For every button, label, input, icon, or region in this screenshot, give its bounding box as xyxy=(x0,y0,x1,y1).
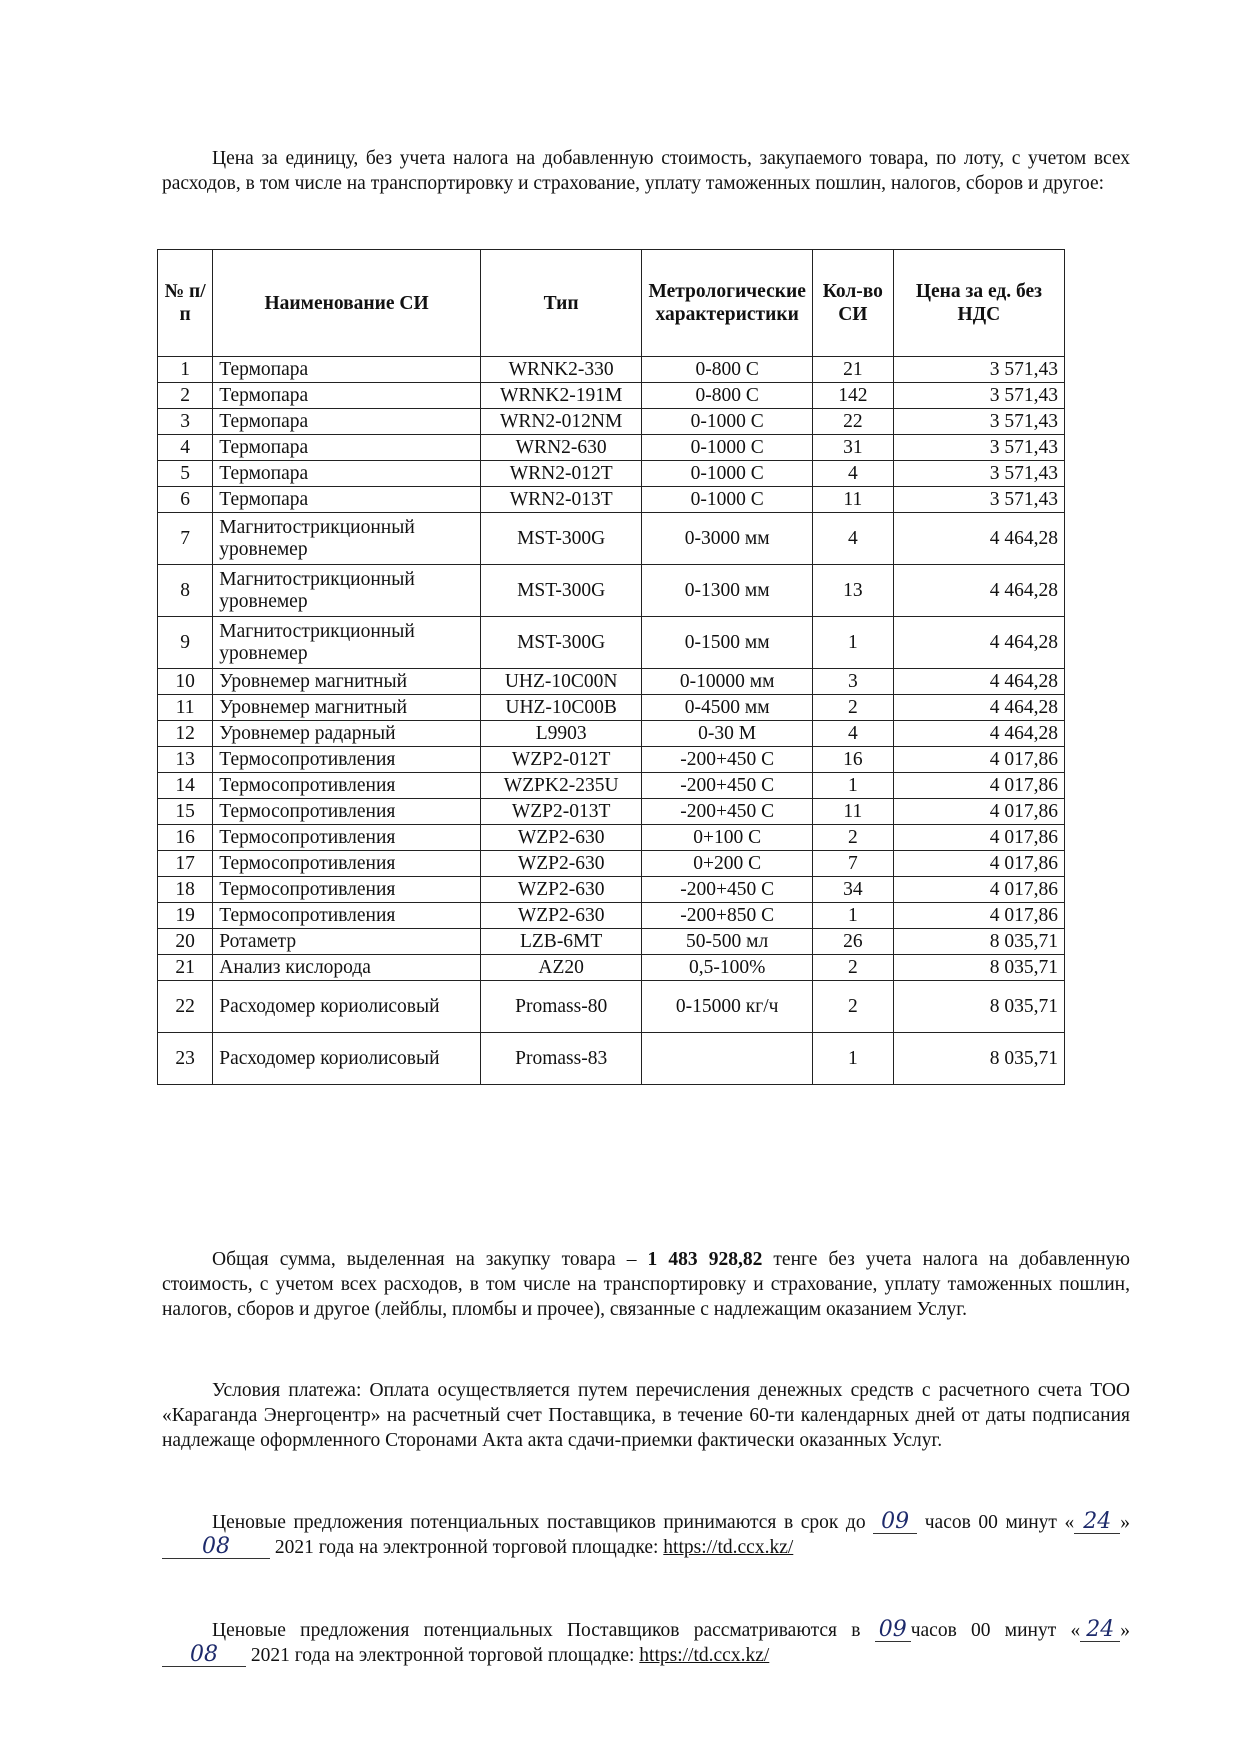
cell-type: AZ20 xyxy=(480,955,642,981)
review-hour-handwritten: 09 xyxy=(875,1619,911,1642)
receive-text-mid3: 2021 года на электронной торговой площадке: xyxy=(270,1537,664,1558)
cell-metro: 50-500 мл xyxy=(642,929,812,955)
cell-name: Термосопротивления xyxy=(213,903,481,929)
receive-day-handwritten: 24 xyxy=(1074,1511,1120,1534)
cell-no: 19 xyxy=(158,903,213,929)
receive-month-handwritten: 08 xyxy=(162,1536,270,1559)
cell-no: 15 xyxy=(158,799,213,825)
cell-type: WRNK2-191M xyxy=(480,383,642,409)
cell-price: 4 464,28 xyxy=(893,669,1064,695)
cell-name: Термосопротивления xyxy=(213,799,481,825)
header-price: Цена за ед. без НДС xyxy=(893,250,1064,357)
cell-metro: 0-1000 С xyxy=(642,409,812,435)
total-paragraph xyxy=(162,1247,1130,1322)
cell-type: WZP2-630 xyxy=(480,877,642,903)
cell-qty: 4 xyxy=(812,461,893,487)
receive-text-mid1: часов 00 минут « xyxy=(917,1512,1075,1533)
cell-price: 8 035,71 xyxy=(893,955,1064,981)
cell-qty: 2 xyxy=(812,955,893,981)
cell-name: Анализ кислорода xyxy=(213,955,481,981)
table-row xyxy=(158,721,1065,747)
cell-no: 5 xyxy=(158,461,213,487)
cell-qty: 3 xyxy=(812,669,893,695)
cell-qty: 2 xyxy=(812,825,893,851)
cell-qty: 1 xyxy=(812,773,893,799)
cell-name: Термопара xyxy=(213,357,481,383)
cell-type: WZP2-012T xyxy=(480,747,642,773)
cell-no: 16 xyxy=(158,825,213,851)
cell-qty: 11 xyxy=(812,799,893,825)
cell-name: Термосопротивления xyxy=(213,747,481,773)
cell-qty: 11 xyxy=(812,487,893,513)
payment-paragraph: Условия платежа: Оплата осуществляется путем перечисления денежных средств с расчетного счета ТОО «Карагандa Энергоцентр» на расчетный счет Поставщика, в течение 60-ти календарных дней от даты подписания надлежаще оформленного Сторонами Акта акта сдачи-приемки фактически оказанных Услуг. xyxy=(162,1380,1130,1451)
cell-price: 4 464,28 xyxy=(893,617,1064,669)
review-day-handwritten: 24 xyxy=(1080,1619,1120,1642)
table-row xyxy=(158,357,1065,383)
cell-metro xyxy=(642,1033,812,1085)
cell-metro: -200+450 С xyxy=(642,877,812,903)
cell-type: L9903 xyxy=(480,721,642,747)
cell-no: 7 xyxy=(158,513,213,565)
cell-name: Уровнемер радарный xyxy=(213,721,481,747)
cell-name: Термосопротивления xyxy=(213,825,481,851)
cell-no: 13 xyxy=(158,747,213,773)
cell-name: Термопара xyxy=(213,435,481,461)
cell-no: 3 xyxy=(158,409,213,435)
total-text-after: тенге без учета налога на добавленную стоимость, с учетом всех расходов, в том числе на транспортировку и страхование, уплату таможенных пошлин, налогов, сборов и другое (лейблы, пломбы и прочее), связанные с надлежащим оказанием Услуг. xyxy=(162,1249,1130,1320)
cell-metro: -200+450 С xyxy=(642,747,812,773)
cell-metro: 0-1300 мм xyxy=(642,565,812,617)
review-text-before: Ценовые предложения потенциальных Поставщиков рассматриваются в xyxy=(212,1620,875,1641)
cell-no: 14 xyxy=(158,773,213,799)
cell-qty: 13 xyxy=(812,565,893,617)
cell-type: WZP2-630 xyxy=(480,903,642,929)
cell-no: 10 xyxy=(158,669,213,695)
cell-type: WRN2-013T xyxy=(480,487,642,513)
cell-price: 4 017,86 xyxy=(893,747,1064,773)
cell-type: WRNK2-330 xyxy=(480,357,642,383)
cell-metro: 0,5-100% xyxy=(642,955,812,981)
table-row xyxy=(158,825,1065,851)
cell-metro: -200+450 С xyxy=(642,773,812,799)
cell-name: Уровнемер магнитный xyxy=(213,695,481,721)
cell-type: WZP2-630 xyxy=(480,825,642,851)
table-row xyxy=(158,747,1065,773)
cell-type: Promass-80 xyxy=(480,981,642,1033)
cell-type: WRN2-630 xyxy=(480,435,642,461)
cell-price: 4 464,28 xyxy=(893,513,1064,565)
cell-price: 4 464,28 xyxy=(893,695,1064,721)
review-text-mid1: часов 00 минут « xyxy=(910,1620,1081,1641)
cell-name: Термопара xyxy=(213,409,481,435)
cell-no: 17 xyxy=(158,851,213,877)
cell-qty: 7 xyxy=(812,851,893,877)
cell-qty: 1 xyxy=(812,1033,893,1085)
cell-metro: 0-1000 С xyxy=(642,487,812,513)
cell-price: 3 571,43 xyxy=(893,461,1064,487)
table-row xyxy=(158,617,1065,669)
table-row xyxy=(158,981,1065,1033)
review-text-mid2: » xyxy=(1120,1620,1130,1641)
cell-price: 4 017,86 xyxy=(893,773,1064,799)
items-table-body xyxy=(158,357,1065,1085)
cell-name: Ротаметр xyxy=(213,929,481,955)
cell-type: UHZ-10C00B xyxy=(480,695,642,721)
receive-text-before: Ценовые предложения потенциальных поставщиков принимаются в срок до xyxy=(212,1512,874,1533)
table-row xyxy=(158,669,1065,695)
cell-no: 22 xyxy=(158,981,213,1033)
cell-qty: 2 xyxy=(812,981,893,1033)
cell-no: 21 xyxy=(158,955,213,981)
cell-metro: 0-1000 С xyxy=(642,435,812,461)
receive-hour-handwritten: 09 xyxy=(873,1511,917,1534)
cell-metro: 0-800 С xyxy=(642,357,812,383)
table-row xyxy=(158,903,1065,929)
total-text-before: Общая сумма, выделенная на закупку товара – xyxy=(212,1249,648,1270)
cell-qty: 1 xyxy=(812,617,893,669)
cell-price: 4 017,86 xyxy=(893,903,1064,929)
cell-name: Термопара xyxy=(213,461,481,487)
table-row xyxy=(158,773,1065,799)
cell-no: 6 xyxy=(158,487,213,513)
header-metro: Метрологические характеристики xyxy=(642,250,812,357)
items-table xyxy=(157,249,1065,1085)
cell-metro: 0-3000 мм xyxy=(642,513,812,565)
cell-type: Promass-83 xyxy=(480,1033,642,1085)
cell-metro: 0-30 М xyxy=(642,721,812,747)
header-qty: Кол-во СИ xyxy=(812,250,893,357)
cell-price: 3 571,43 xyxy=(893,357,1064,383)
cell-qty: 142 xyxy=(812,383,893,409)
cell-price: 4 017,86 xyxy=(893,825,1064,851)
cell-type: MST-300G xyxy=(480,513,642,565)
cell-type: LZB-6MT xyxy=(480,929,642,955)
cell-name: Магнитострикционный уровнемер xyxy=(213,513,481,565)
cell-price: 3 571,43 xyxy=(893,409,1064,435)
cell-no: 11 xyxy=(158,695,213,721)
table-row xyxy=(158,409,1065,435)
cell-no: 9 xyxy=(158,617,213,669)
cell-no: 4 xyxy=(158,435,213,461)
total-amount: 1 483 928,82 xyxy=(647,1249,763,1270)
cell-name: Термосопротивления xyxy=(213,877,481,903)
cell-no: 8 xyxy=(158,565,213,617)
table-row xyxy=(158,513,1065,565)
cell-name: Термопара xyxy=(213,487,481,513)
receive-url-link[interactable]: https://td.ccx.kz/ xyxy=(663,1537,794,1558)
cell-type: MST-300G xyxy=(480,565,642,617)
cell-price: 4 464,28 xyxy=(893,721,1064,747)
cell-type: WZP2-013T xyxy=(480,799,642,825)
cell-price: 3 571,43 xyxy=(893,487,1064,513)
cell-type: WRN2-012T xyxy=(480,461,642,487)
cell-metro: 0-10000 мм xyxy=(642,669,812,695)
cell-qty: 22 xyxy=(812,409,893,435)
cell-type: WRN2-012NM xyxy=(480,409,642,435)
cell-price: 4 464,28 xyxy=(893,565,1064,617)
cell-price: 3 571,43 xyxy=(893,435,1064,461)
cell-metro: -200+450 С xyxy=(642,799,812,825)
table-row xyxy=(158,565,1065,617)
receive-text-mid2: » xyxy=(1120,1512,1130,1533)
table-row xyxy=(158,877,1065,903)
table-row xyxy=(158,461,1065,487)
cell-no: 1 xyxy=(158,357,213,383)
cell-name: Термосопротивления xyxy=(213,851,481,877)
cell-metro: 0-1500 мм xyxy=(642,617,812,669)
table-row xyxy=(158,383,1065,409)
cell-name: Термопара xyxy=(213,383,481,409)
table-row xyxy=(158,695,1065,721)
review-month-handwritten: 08 xyxy=(162,1644,246,1667)
cell-qty: 1 xyxy=(812,903,893,929)
table-row xyxy=(158,487,1065,513)
cell-price: 4 017,86 xyxy=(893,799,1064,825)
cell-name: Магнитострикционный уровнемер xyxy=(213,565,481,617)
header-name: Наименование СИ xyxy=(213,250,481,357)
cell-price: 4 017,86 xyxy=(893,851,1064,877)
cell-metro: 0-15000 кг/ч xyxy=(642,981,812,1033)
review-paragraph xyxy=(162,1618,1130,1668)
table-row xyxy=(158,955,1065,981)
review-text-mid3: 2021 года на электронной торговой площадке: xyxy=(246,1645,640,1666)
cell-metro: 0-1000 С xyxy=(642,461,812,487)
cell-type: WZPK2-235U xyxy=(480,773,642,799)
cell-qty: 26 xyxy=(812,929,893,955)
table-row xyxy=(158,851,1065,877)
cell-type: MST-300G xyxy=(480,617,642,669)
cell-metro: 0-800 С xyxy=(642,383,812,409)
cell-qty: 4 xyxy=(812,721,893,747)
cell-qty: 4 xyxy=(812,513,893,565)
cell-price: 3 571,43 xyxy=(893,383,1064,409)
receive-deadline-paragraph xyxy=(162,1510,1130,1560)
cell-qty: 21 xyxy=(812,357,893,383)
cell-no: 12 xyxy=(158,721,213,747)
cell-type: UHZ-10C00N xyxy=(480,669,642,695)
cell-price: 8 035,71 xyxy=(893,929,1064,955)
cell-no: 18 xyxy=(158,877,213,903)
cell-no: 2 xyxy=(158,383,213,409)
cell-price: 4 017,86 xyxy=(893,877,1064,903)
header-type: Тип xyxy=(480,250,642,357)
cell-metro: -200+850 С xyxy=(642,903,812,929)
cell-no: 23 xyxy=(158,1033,213,1085)
intro-paragraph: Цена за единицу, без учета налога на добавленную стоимость, закупаемого товара, по лоту, с учетом всех расходов, в том числе на транспортировку и страхование, уплату таможенных пошлин, налогов, сборов и другое: xyxy=(162,148,1130,194)
cell-metro: 0+100 С xyxy=(642,825,812,851)
table-header-row xyxy=(158,250,1065,357)
review-url-link[interactable]: https://td.ccx.kz/ xyxy=(639,1645,770,1666)
cell-name: Расходомер кориолисовый xyxy=(213,981,481,1033)
cell-qty: 34 xyxy=(812,877,893,903)
cell-price: 8 035,71 xyxy=(893,981,1064,1033)
cell-qty: 2 xyxy=(812,695,893,721)
cell-type: WZP2-630 xyxy=(480,851,642,877)
cell-no: 20 xyxy=(158,929,213,955)
cell-qty: 16 xyxy=(812,747,893,773)
cell-metro: 0+200 С xyxy=(642,851,812,877)
cell-price: 8 035,71 xyxy=(893,1033,1064,1085)
cell-qty: 31 xyxy=(812,435,893,461)
table-row xyxy=(158,799,1065,825)
cell-name: Термосопротивления xyxy=(213,773,481,799)
cell-name: Уровнемер магнитный xyxy=(213,669,481,695)
table-row xyxy=(158,1033,1065,1085)
cell-metro: 0-4500 мм xyxy=(642,695,812,721)
header-no: № п/п xyxy=(158,250,213,357)
table-row xyxy=(158,929,1065,955)
cell-name: Расходомер кориолисовый xyxy=(213,1033,481,1085)
cell-name: Магнитострикционный уровнемер xyxy=(213,617,481,669)
table-row xyxy=(158,435,1065,461)
